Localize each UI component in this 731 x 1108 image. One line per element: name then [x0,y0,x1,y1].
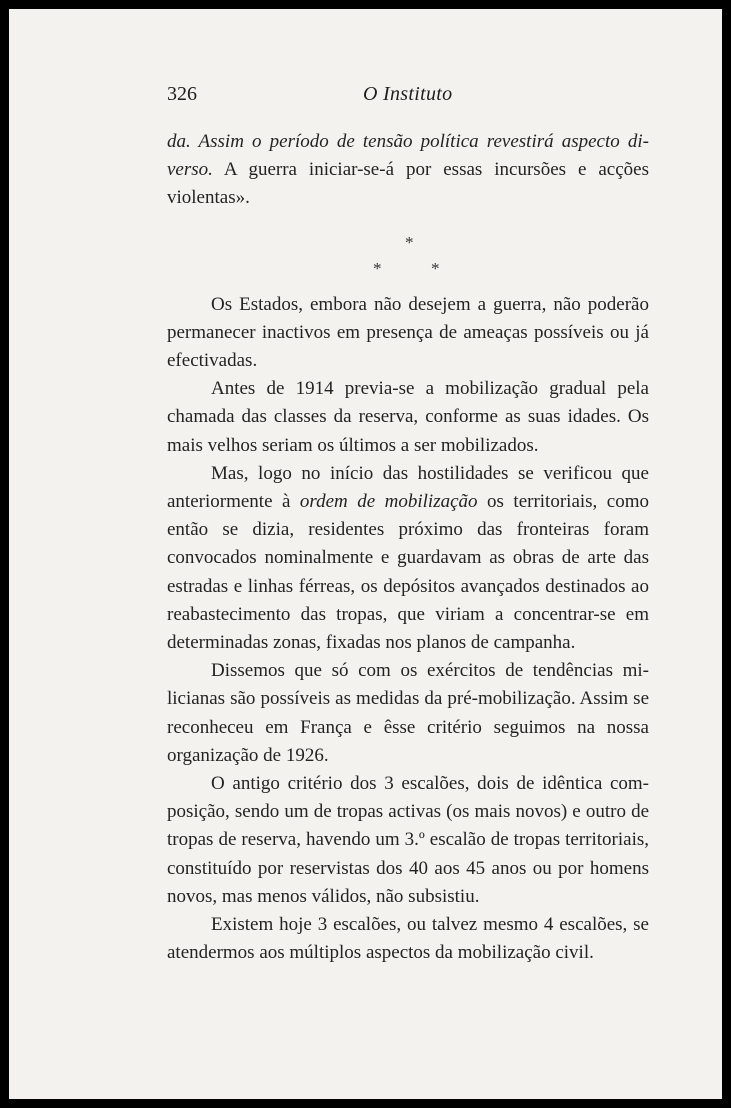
paragraph-text: Mas, logo no início das hostilidades se verificou que anteriormente à [167,462,649,513]
body-text [167,128,649,967]
paragraph: Existem hoje 3 escalões, ou talvez mesmo 4 escalões, se atendermos aos múltiplos aspectos da mobilização civil. [167,914,649,964]
paragraph: Dissemos que só com os exércitos de tendências milicianas são possíveis as medidas da pré-mobilização. Assim se reconheceu em França e êsse critério seguimos na nossa organização de 1926. [167,660,649,766]
paragraph: Os Estados, embora não desejem a guerra, não poderão permanecer inactivos em presença de ameaças possíveis ou já efectivadas. [167,293,649,372]
paragraph-text: os territoriais, como então se dizia, residentes próximo das fronteiras foram convocados nominalmente e guardavam as obras de arte das estradas e linhas férreas, os depósitos avançados destinados ao reabastecimento das tropas, que viriam a concentrar-se em determinadas zonas, fixadas nos planos de campanha. [167,491,649,654]
section-separator [167,215,649,291]
paragraph-text: A guerra iniciar-se-á por essas incursões e acções violentas». [167,159,649,209]
paragraph: Antes de 1914 previa-se a mobilização gradual pela chamada das classes da reserva, conforme as suas idades. Os mais velhos seriam os últimos a ser mobilizados. [167,378,649,456]
italic-phrase: ordem de mobilização [299,491,478,513]
paragraph [167,460,649,657]
asterisk-bottom-right: * [431,258,440,278]
asterisk-bottom-left: * [373,258,382,278]
book-page [9,9,722,1099]
page-header [167,83,649,113]
running-title: O Instituto [363,83,453,105]
asterisk-top: * [405,232,414,252]
paragraph-continuation [167,128,649,213]
page-number: 326 [167,83,197,105]
italic-phrase: da. Assim o período de tensão política revestirá aspecto diverso. [167,131,649,181]
paragraph: O antigo critério dos 3 escalões, dois de idêntica composição, sendo um de tropas activas (os mais novos) e outro de tropas de reserva, havendo um 3.º escalão de tropas territoriais, constituído por reservistas dos 40 aos 45 anos ou por homens novos, mas menos válidos, não subsistiu. [167,773,649,907]
